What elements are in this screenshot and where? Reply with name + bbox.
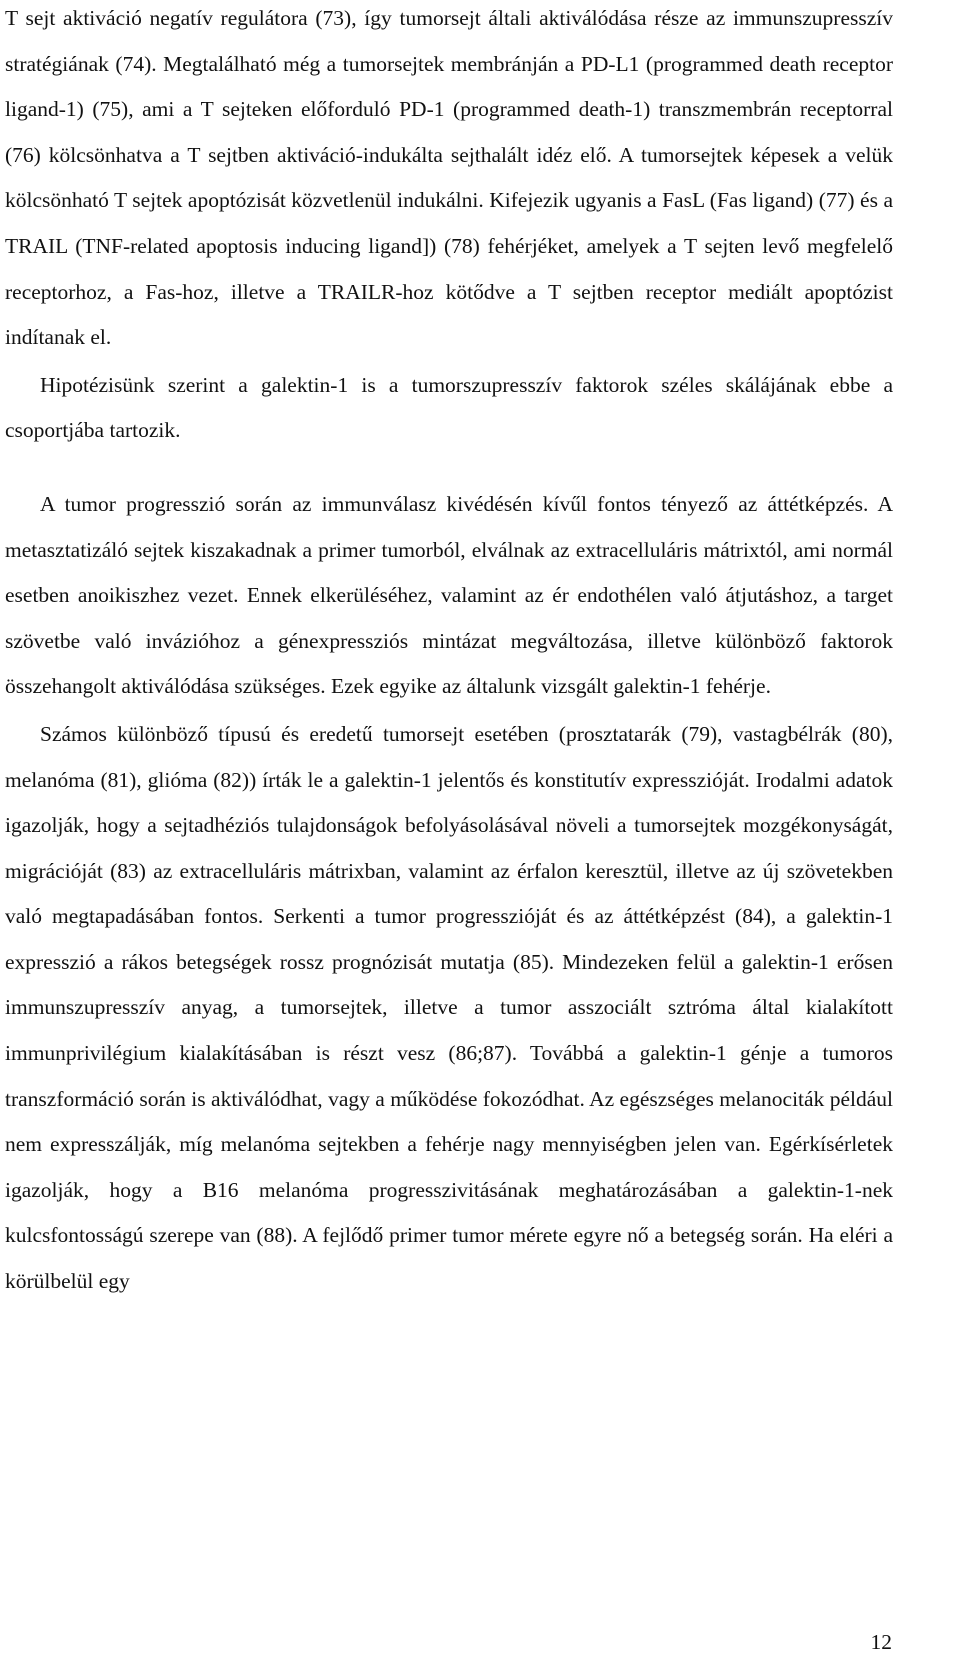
body-paragraph: Hipotézisünk szerint a galektin-1 is a tumorszupresszív faktorok széles skálájának ebbe a csoportjába tartozik. xyxy=(5,372,893,443)
body-paragraph: T sejt aktiváció negatív regulátora (73), így tumorsejt általi aktiválódása része az immunszupresszív stratégiának (74). Megtalálható még a tumorsejtek membránján a PD-L1 (programmed death receptor ligand-1) (75), ami a T sejteken előforduló PD-1 (programmed death-1) transzmembrán receptorral (76) kölcsönhatva a T sejtben aktiváció-indukálta sejthalált idéz elő. A tumorsejtek képesek a velük kölcsönható T sejtek apoptózisát közvetlenül indukálni. Kifejezik ugyanis a FasL (Fas ligand) (77) és a TRAIL (TNF-related apoptosis inducing ligand]) (78) fehérjéket, amelyek a T sejten levő megfelelő receptorhoz, a Fas-hoz, illetve a TRAILR-hoz kötődve a T sejtben receptor mediált apoptózist indítanak el. xyxy=(5,6,893,350)
document-page xyxy=(5,0,893,1305)
page-number: 12 xyxy=(870,1630,892,1654)
body-paragraph: A tumor progresszió során az immunválasz kivédésén kívűl fontos tényező az áttétképzés. A metasztatizáló sejtek kiszakadnak a primer tumorból, elválnak az extracelluláris mátrixtól, ami normál esetben anoikiszhez vezet. Ennek elkerüléséhez, valamint az ér endothélen való átjutáshoz, a target szövetbe való invázióhoz a génexpressziós mintázat megváltozása, illetve különböző faktorok összehangolt aktiválódása szükséges. Ezek egyike az általunk vizsgált galektin-1 fehérje. xyxy=(5,491,893,699)
body-paragraph: Számos különböző típusú és eredetű tumorsejt esetében (prosztatarák (79), vastagbélrák (80), melanóma (81), glióma (82)) írták le a galektin-1 jelentős és konstitutív expresszióját. Irodalmi adatok igazolják, hogy a sejtadhéziós tulajdonságok befolyásolásával növeli a tumorsejtek mozgékonyságát, migrációját (83) az extracelluláris mátrixban, valamint az érfalon keresztül, illetve az új szövetekben való megtapadásában fontos. Serkenti a tumor progresszióját és az áttétképzést (84), a galektin-1 expresszió a rákos betegségek rossz prognózisát mutatja (85). Mindezeken felül a galektin-1 erősen immunszupresszív anyag, a tumorsejtek, illetve a tumor asszociált sztróma által kialakított immunprivilégium kialakításában is részt vesz (86;87). Továbbá a galektin-1 génje a tumoros transzformáció során is aktiválódhat, vagy a működése fokozódhat. Az egészséges melanociták például nem expresszálják, míg melanóma sejtekben a fehérje nagy mennyiségben jelen van. Egérkísérletek igazolják, hogy a B16 melanóma progresszivitásának meghatározásában a galektin-1-nek kulcsfontosságú szerepe van (88). A fejlődő primer tumor mérete egyre nő a betegség során. Ha eléri a körülbelül egy xyxy=(5,721,893,1294)
